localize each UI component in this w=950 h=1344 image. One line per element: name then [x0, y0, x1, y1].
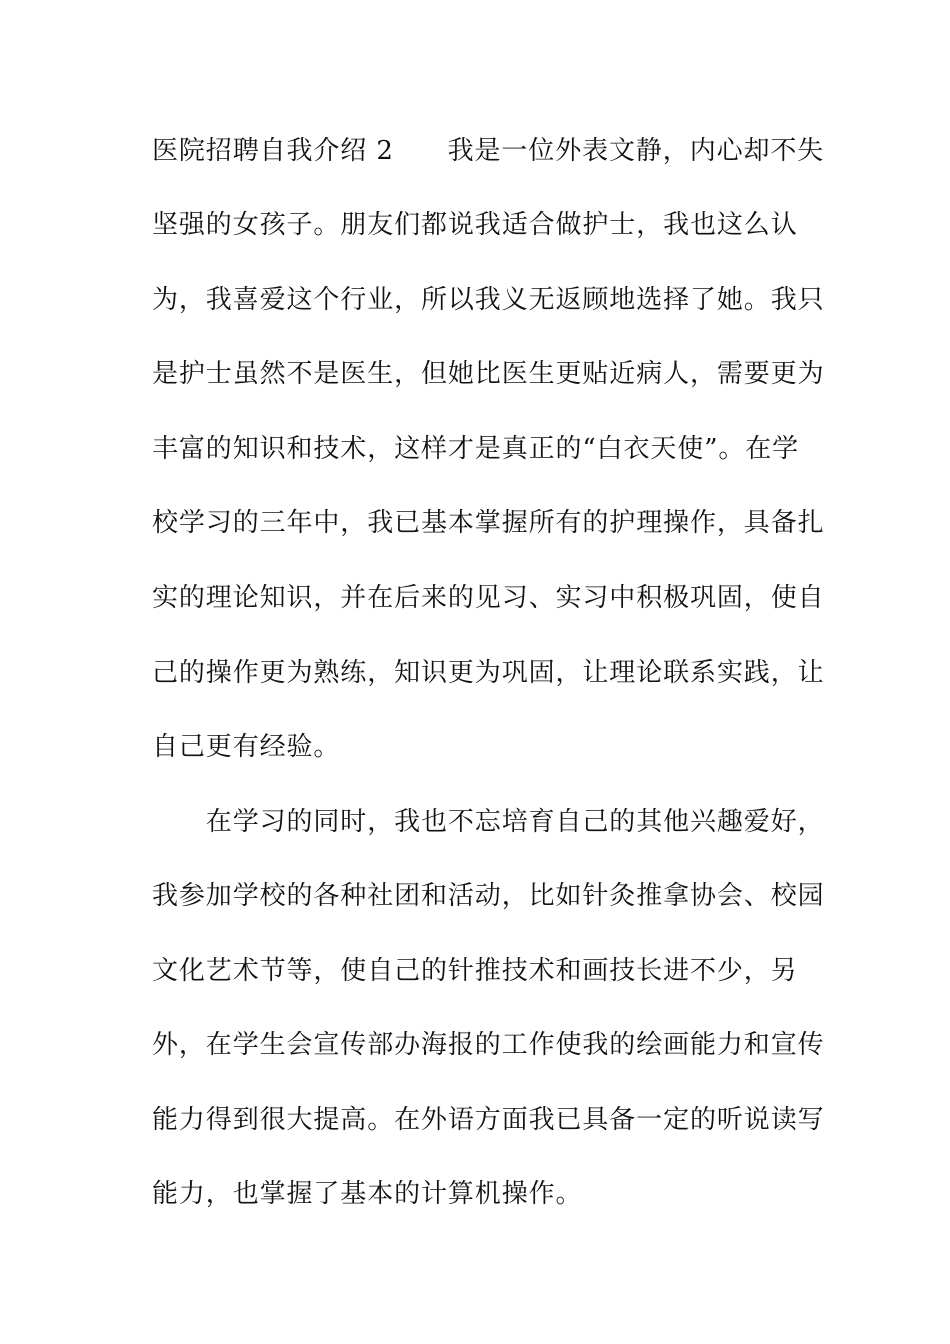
text-line: 是护士虽然不是医生，但她比医生更贴近病人，需要更为 [152, 359, 825, 389]
text-line: 为，我喜爱这个行业，所以我义无返顾地选择了她。我只 [152, 285, 825, 315]
text-line: 能力得到很大提高。在外语方面我已具备一定的听说读写 [152, 1105, 825, 1135]
text-line: 自己更有经验。 [152, 732, 341, 762]
text-line: 文化艺术节等，使自己的针推技术和画技长进不少，另 [152, 956, 798, 986]
text-line: 我参加学校的各种社团和活动，比如针灸推拿协会、校园 [152, 881, 825, 911]
text-line: 校学习的三年中，我已基本掌握所有的护理操作，具备扎 [152, 508, 825, 538]
text-line: 实的理论知识，并在后来的见习、实习中积极巩固，使自 [152, 583, 825, 613]
text-line: 能力，也掌握了基本的计算机操作。 [152, 1179, 583, 1209]
text-line: 己的操作更为熟练，知识更为巩固，让理论联系实践，让 [152, 658, 825, 688]
text-line: 医院招聘自我介绍 2 我是一位外表文静，内心却不失 [152, 136, 825, 166]
text-line: 丰富的知识和技术，这样才是真正的“白衣天使”。在学 [152, 434, 800, 464]
text-line: 在学习的同时，我也不忘培育自己的其他兴趣爱好， [152, 807, 825, 837]
text-line: 坚强的女孩子。朋友们都说我适合做护士，我也这么认 [152, 210, 798, 240]
text-line: 外，在学生会宣传部办海报的工作使我的绘画能力和宣传 [152, 1030, 825, 1060]
